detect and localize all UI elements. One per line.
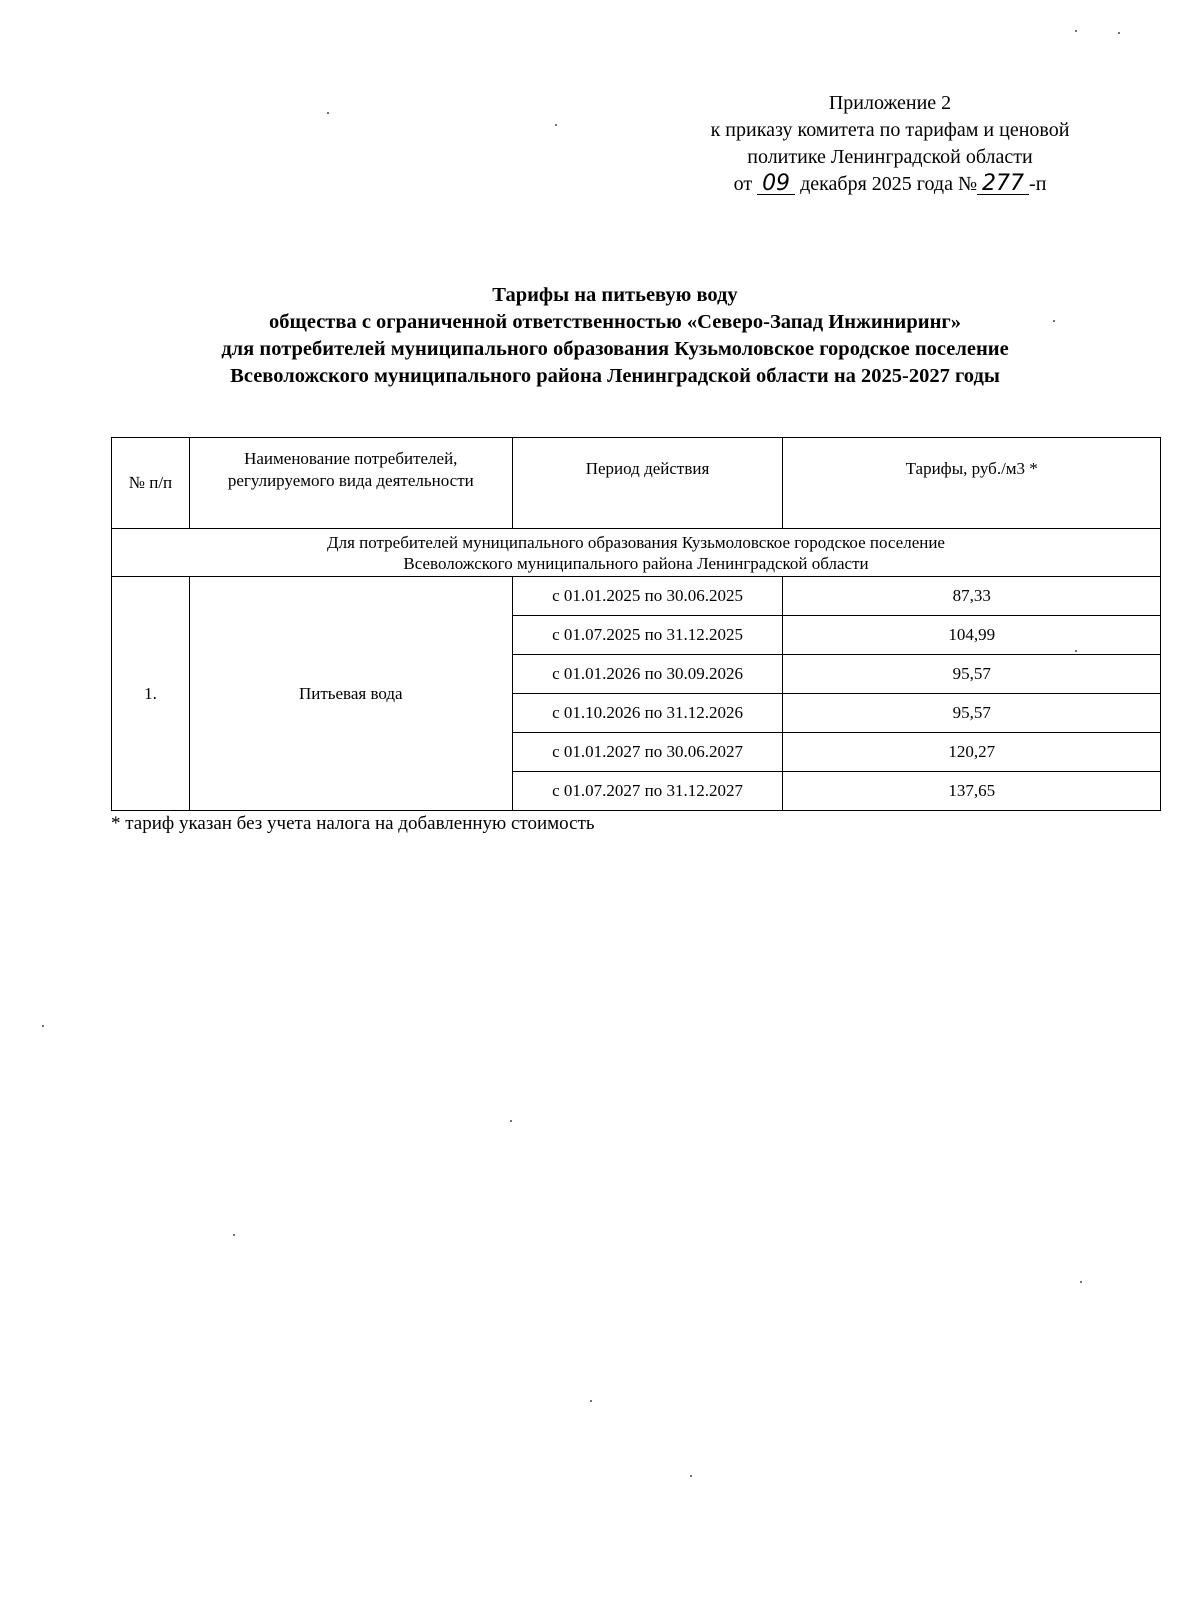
footnote: * тариф указан без учета налога на добавленную стоимость	[111, 813, 595, 834]
period-cell: с 01.07.2025 по 31.12.2025	[512, 616, 783, 655]
item-name: Питьевая вода	[189, 577, 512, 811]
title-line-3: для потребителей муниципального образования Кузьмоловское городское поселение	[221, 338, 1009, 360]
order-suffix: -п	[1029, 173, 1047, 195]
appendix-line-2: к приказу комитета по тарифам и ценовой	[710, 119, 1070, 141]
scan-speck	[1075, 650, 1077, 652]
scan-speck	[590, 1400, 592, 1402]
period-cell: с 01.01.2026 по 30.09.2026	[512, 655, 783, 694]
item-num: 1.	[112, 577, 190, 811]
order-day-handwritten: 09	[757, 174, 795, 195]
scan-speck	[510, 1120, 512, 1122]
appendix-header	[630, 90, 1150, 198]
table-row	[112, 577, 1161, 616]
tariff-cell: 95,57	[783, 655, 1161, 694]
tariff-cell: 95,57	[783, 694, 1161, 733]
period-cell: с 01.01.2027 по 30.06.2027	[512, 733, 783, 772]
title-line-4: Всеволожского муниципального района Ленинградской области на 2025-2027 годы	[230, 365, 1000, 387]
header-name-line-2: регулируемого вида деятельности	[227, 471, 474, 490]
scan-speck	[42, 1025, 44, 1027]
scan-speck	[1118, 32, 1120, 34]
scan-speck	[1053, 320, 1055, 322]
title-line-1: Тарифы на питьевую воду	[492, 284, 738, 306]
header-tariff: Тарифы, руб./м3 *	[783, 438, 1161, 529]
header-name-line-1: Наименование потребителей,	[244, 449, 458, 468]
order-prefix: от	[733, 173, 753, 195]
order-middle: декабря 2025 года №	[800, 173, 978, 195]
title-line-2: общества с ограниченной ответственностью «Северо-Запад Инжиниринг»	[269, 311, 961, 333]
group-cell	[112, 529, 1161, 577]
appendix-line-1: Приложение 2	[828, 92, 952, 114]
group-line-2: Всеволожского муниципального района Ленинградской области	[403, 553, 869, 573]
order-line	[630, 171, 1150, 198]
header-name	[189, 438, 512, 529]
tariff-cell: 87,33	[783, 577, 1161, 616]
appendix-line-3: политике Ленинградской области	[747, 146, 1033, 168]
scan-speck	[555, 124, 557, 126]
header-num: № п/п	[112, 438, 190, 529]
scan-speck	[690, 1475, 692, 1477]
scan-speck	[233, 1234, 235, 1236]
order-number-handwritten: 277	[977, 174, 1029, 195]
document-title	[60, 282, 1170, 390]
tariff-cell: 120,27	[783, 733, 1161, 772]
scan-speck	[1075, 30, 1077, 32]
group-row	[112, 529, 1161, 577]
tariff-cell: 104,99	[783, 616, 1161, 655]
period-cell: с 01.10.2026 по 31.12.2026	[512, 694, 783, 733]
period-cell: с 01.01.2025 по 30.06.2025	[512, 577, 783, 616]
scan-speck	[1080, 1281, 1082, 1283]
tariff-table	[111, 437, 1161, 811]
scan-speck	[327, 112, 329, 114]
header-period: Период действия	[512, 438, 783, 529]
period-cell: с 01.07.2027 по 31.12.2027	[512, 772, 783, 811]
tariff-cell: 137,65	[783, 772, 1161, 811]
group-line-1: Для потребителей муниципального образования Кузьмоловское городское поселение	[327, 532, 945, 552]
table-header-row	[112, 438, 1161, 529]
